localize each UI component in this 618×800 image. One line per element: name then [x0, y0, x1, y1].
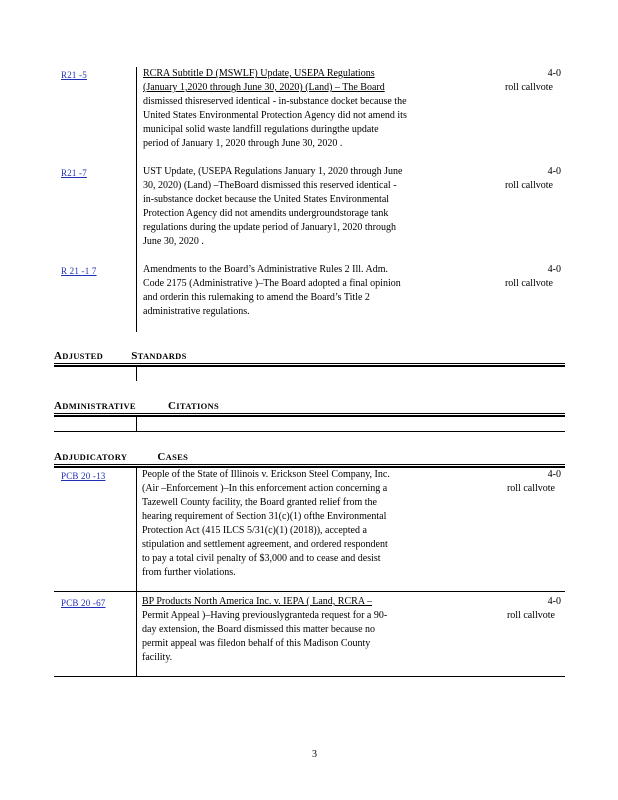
- heading-rule-thick: [54, 365, 565, 367]
- rulemaking-entry-r21-5: [143, 67, 461, 151]
- docket-link-pcb-20-67[interactable]: PCB 20 -67: [61, 598, 106, 608]
- case-separator-rule: [54, 591, 565, 592]
- entry-line: United States Environmental Protection Agency did not amend its: [143, 110, 407, 121]
- entry-line: dismissed thisreserved identical - in-substance docket because the: [143, 96, 407, 107]
- entry-line: day extension, the Board dismissed this matter because no: [142, 624, 376, 635]
- entry-line: People of the State of Illinois v. Erickson Steel Company, Inc.: [142, 469, 390, 480]
- heading-rule-thin: [54, 464, 565, 465]
- rulemaking-entry-r21-7: [143, 165, 441, 249]
- entry-line: facility.: [142, 652, 173, 663]
- docket-link-r21-5[interactable]: R21 -5: [61, 70, 87, 80]
- case-entry-pcb-20-67: [142, 595, 434, 665]
- vote-count: 4-0: [547, 166, 561, 177]
- vote-type: roll callvote: [504, 278, 553, 289]
- entry-line: June 30, 2020 .: [143, 236, 204, 247]
- entry-line: municipal solid waste landfill regulations duringthe update: [143, 124, 379, 135]
- case-entry-pcb-20-13: [142, 468, 438, 580]
- section-heading-adjusted-standards: [54, 349, 187, 363]
- vote-type: roll callvote: [504, 82, 553, 93]
- entry-line: to pay a total civil penalty of $3,000 and to cease and desist: [142, 553, 381, 564]
- entry-line: stipulation and settlement agreement, and ordered respondent: [142, 539, 388, 550]
- entry-line: Amendments to the Board’s Administrative Rules 2 Ill. Adm.: [143, 264, 388, 275]
- heading-initial: C: [168, 400, 177, 412]
- page-number: 3: [312, 749, 317, 760]
- entry-line: period of January 1, 2020 through June 30, 2020 .: [143, 138, 343, 149]
- heading-rule-thick: [54, 415, 565, 417]
- vote-type: roll callvote: [506, 483, 555, 494]
- entry-line: (Air –Enforcement )–In this enforcement action concerning a: [142, 483, 388, 494]
- vote-count: 4-0: [547, 68, 561, 79]
- entry-line: (January 1,2020 through June 30, 2020) (Land) – The Board: [143, 82, 385, 93]
- docket-link-pcb-20-13[interactable]: PCB 20 -13: [61, 471, 106, 481]
- heading-text: DJUSTED: [62, 351, 104, 361]
- vote-type: roll callvote: [506, 610, 555, 621]
- entry-line: Protection Act (415 ILCS 5/31(c)(1) (2018)), accepted a: [142, 525, 367, 536]
- entry-line: administrative regulations.: [143, 306, 250, 317]
- entry-line: Permit Appeal )–Having previouslygranteda request for a 90-: [142, 610, 388, 621]
- heading-text: ITATIONS: [176, 401, 219, 411]
- entry-line: from further violations.: [142, 567, 236, 578]
- section-bottom-rule: [54, 431, 565, 432]
- heading-rule-thin: [54, 413, 565, 414]
- vote-count: 4-0: [547, 264, 561, 275]
- heading-initial: A: [54, 400, 63, 412]
- entry-line: and orderin this rulemaking to amend the Board’s Title 2: [143, 292, 370, 303]
- rulemaking-entry-r21-17: [143, 263, 441, 319]
- vote-type: roll callvote: [504, 180, 553, 191]
- entry-line: Tazewell County facility, the Board granted relief from the: [142, 497, 377, 508]
- entry-line: BP Products North America Inc. v. IEPA ( Land, RCRA –: [142, 596, 372, 607]
- section-heading-adjudicatory-cases: [54, 450, 188, 464]
- entry-line: hearing requirement of Section 31(c)(1) ofthe Environmental: [142, 511, 387, 522]
- heading-rule-thin: [54, 363, 565, 364]
- rulemaking-column-divider: [136, 67, 137, 332]
- vote-count: 4-0: [547, 596, 561, 607]
- empty-section-divider: [136, 417, 137, 431]
- cases-column-divider: [136, 468, 137, 676]
- entry-line: Code 2175 (Administrative )–The Board adopted a final opinion: [143, 278, 401, 289]
- heading-initial: S: [131, 350, 138, 362]
- entry-line: 30, 2020) (Land) –TheBoard dismissed this reserved identical -: [143, 180, 397, 191]
- entry-line: in-substance docket because the United States Environmental: [143, 194, 390, 205]
- heading-text: TANDARDS: [137, 351, 187, 361]
- heading-text: DMINISTRATIVE: [62, 401, 136, 411]
- entry-line: RCRA Subtitle D (MSWLF) Update, USEPA Regulations: [143, 68, 375, 79]
- entry-line: permit appeal was filedon behalf of this Madison County: [142, 638, 371, 649]
- heading-text: ASES: [165, 452, 189, 462]
- entry-line: UST Update, (USEPA Regulations January 1, 2020 through June: [143, 166, 403, 177]
- heading-initial: A: [54, 350, 63, 362]
- heading-initial: C: [157, 451, 166, 463]
- vote-count: 4-0: [547, 469, 561, 480]
- entry-line: Protection Agency did not amendits undergroundstorage tank: [143, 208, 389, 219]
- heading-initial: A: [54, 451, 63, 463]
- cases-bottom-rule: [54, 676, 565, 677]
- docket-link-r21-7[interactable]: R21 -7: [61, 168, 87, 178]
- entry-line: regulations during the update period of January1, 2020 through: [143, 222, 396, 233]
- section-heading-administrative-citations: [54, 399, 219, 413]
- docket-link-r21-17[interactable]: R 21 -1 7: [61, 266, 97, 276]
- empty-section-divider: [136, 367, 137, 381]
- heading-text: DJUDICATORY: [62, 452, 128, 462]
